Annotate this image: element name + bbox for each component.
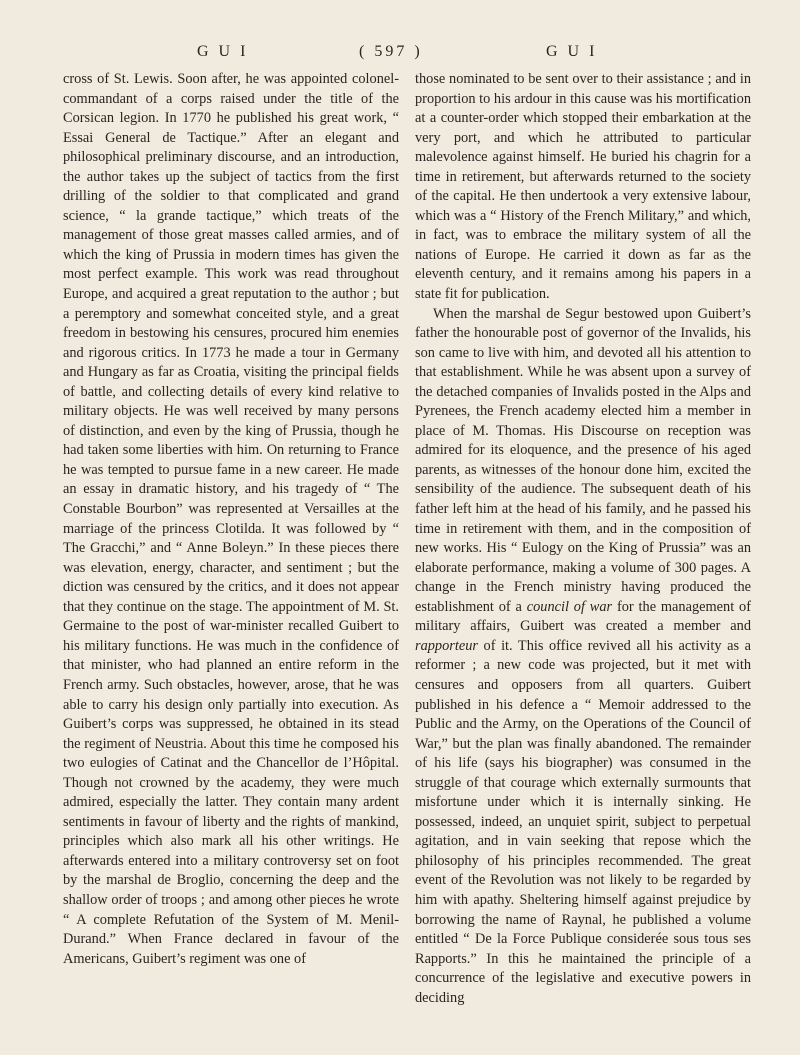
paragraph-2-text-b: for the management of military affairs, Guibert was created a member and	[415, 598, 751, 635]
left-column-paragraph: cross of St. Lewis. Soon after, he was appointed colonel-commandant of a corps raised under the title of the Corsican legion. In 1770 he published his great work, “ Essai General de Tactique.” After an elegant and philosophical preliminary discourse, and an introduction, the author takes up the subject of tactics from the first drilling of the soldier to that complicated and grand science, “ la grande tactique,” which treats of the management of those great masses called armies, and of which the king of Prussia in modern times has given the most perfect example. This work was read throughout Europe, and acquired a great reputation to the author ; but a peremptory and somewhat conceited style, and a great freedom in bestowing his censures, procured him enemies and rigorous critics. In 1773 he made a tour in Germany and Hungary as far as Croatia, visiting the principal fields of battle, and collecting details of every kind relative to military objects. He was well received by many persons of distinction, and even by the king of Prussia, though he had taken some liberties with him. On returning to France he was tempted to pursue fame in a new career. He made an essay in dramatic history, and his tragedy of “ The Constable Bourbon” was represented at Versailles at the marriage of the princess Clotilda. It was followed by “ The Gracchi,” and “ Anne Boleyn.” In these pieces there was elevation, energy, character, and sentiment ; but the diction was censured by the critics, and it does not appear that they continue on the stage. The appointment of M. St. Germaine to the post of war-minister recalled Guibert to his military functions. He was much in the confidence of that minister, who had planned an entire reform in the French army. Such obstacles, however, arose, that he was able to carry his design only partially into execution. As Guibert’s corps was suppressed, he obtained in its stead the regiment of Neustria. About this time he composed his two eulogies of Catinat and the Chancellor de l’Hôpital. Though not crowned by the academy, they were much admired, especially the latter. They contain many ardent sentiments in favour of liberty and the rights of mankind, principles which also mark all his other writings. He afterwards entered into a military controversy set on foot by the marshal de Broglio, concerning the deep and the shallow order of troops ; and among other pieces he wrote “ A complete Refutation of the System of M. Menil-Durand.” When France declared in favour of the Americans, Guibert’s regiment was one of	[63, 71, 399, 967]
left-column	[63, 70, 399, 969]
paragraph-2-text-a: When the marshal de Segur bestowed upon Guibert’s father the honourable post of governor of the Invalids, his son came to live with him, and devoted all his attention to that establishment. While he was absent upon a survey of the detached companies of Invalids posted in the Alps and Pyrenees, the French academy elected him a member in place of M. Thomas. His Discourse on reception was admired for its eloquence, and the presence of his aged parents, as witnesses of the honour done him, excited the sensibility of the audience. The subsequent death of his father left him at the head of his family, and he passed his time in retirement with them, and in the composition of new works. His “ Eulogy on the King of Prussia” was an elaborate performance, making a volume of 300 pages. A change in the French ministry having produced the establishment of a	[415, 305, 751, 615]
running-head	[0, 43, 800, 67]
paragraph-2-text-c: of it. This office revived all his activity as a reformer ; a new code was projected, but it met with censures and opposers from all quarters. Guibert published in his defence a “ Memoir addressed to the Public and the Army, on the Operations of the Council of War,” but the plan was finally abandoned. The remainder of his life (says his biographer) was consumed in the struggle of that courage which externally surmounts that misfortune under which it is internally sinking. He possessed, indeed, an unquiet spirit, subject to perpetual agitation, and in vain seeking that repose which the philosophy of his principles recommended. The great event of the Revolution was not likely to be regarded by him with apathy. Sheltering himself against prejudice by borrowing the name of Raynal, he published a volume entitled “ De la Force Publique considerée sous tous ses Rapports.” In this he maintained the principle of a concurrence of the legislative and executive powers in deciding	[415, 637, 751, 1006]
right-column-paragraph-2	[415, 305, 751, 1009]
page-number: ( 597 )	[359, 43, 423, 60]
right-column-paragraph-1: those nominated to be sent over to their assistance ; and in proportion to his ardour in this cause was his mortification at a counter-order which stopped their embarkation at the very port, and which he attributed to particular malevolence against himself. He buried his chagrin for a time in retirement, but afterwards returned to the society of the capital. He then undertook a very extensive labour, which was a “ History of the French Military,” and which, in fact, was to embrace the military system of all the nations of Europe. He carried it down as far as the eleventh century, and it remains among his papers in a state fit for publication.	[415, 71, 751, 303]
italic-term-council-of-war: council of war	[526, 598, 613, 615]
running-head-left: G U I	[197, 43, 249, 60]
right-column	[415, 70, 751, 1008]
italic-term-rapporteur: rapporteur	[415, 637, 478, 654]
running-head-right: G U I	[546, 43, 598, 60]
